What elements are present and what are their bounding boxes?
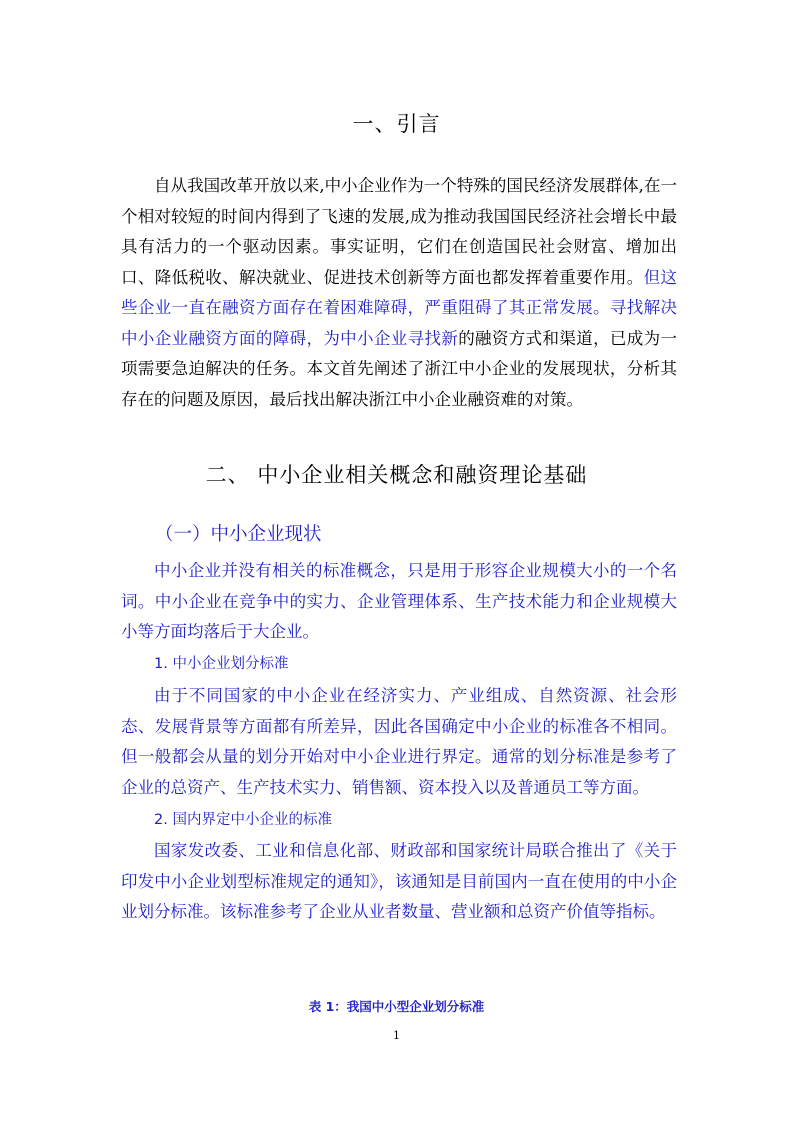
- paragraph-text-blue: 但这些企业一直在融资方面存在着困难障碍，严重阻碍了其正常发展。寻找解决中小企业融资方面的障碍，为中小企业寻找新: [121, 267, 677, 348]
- item-2-heading: 2. 国内界定中小企业的标准: [154, 812, 332, 828]
- item-1-heading: 1. 中小企业划分标准: [154, 656, 289, 672]
- section-1-paragraph: [121, 171, 677, 415]
- table-caption: 表 1：我国中小型企业划分标准: [308, 999, 485, 1014]
- item-1-paragraph: 由于不同国家的中小企业在经济实力、产业组成、自然资源、社会形态、发展背景等方面都有所差异，因此各国确定中小企业的标准各不相同。但一般都会从量的划分开始对中小企业进行界定。通常的划分标准是参考了企业的总资产、生产技术实力、销售额、资本投入以及普通员工等方面。: [121, 686, 677, 797]
- page-number: 1: [393, 1029, 400, 1042]
- subsection-title: （一）中小企业现状: [155, 524, 322, 545]
- section-2-title: 二、 中小企业相关概念和融资理论基础: [205, 463, 588, 487]
- item-2-paragraph: 国家发改委、工业和信息化部、财政部和国家统计局联合推出了《关于印发中小企业划型标准规定的通知》，该通知是目前国内一直在使用的中小企业划分标准。该标准参考了企业从业者数量、营业额和总资产价值等指标。: [121, 841, 677, 921]
- paragraph-text-black: 自从我国改革开放以来,中小企业作为一个特殊的国民经济发展群体,在一个相对较短的时间内得到了飞速的发展,成为推动我国国民经济社会增长中最具有活力的一个驱动因素。事实证明，它们在创造国民社会财富、增加出口、降低税收、解决就业、促进技术创新等方面也都发挥着重要作用。: [121, 176, 677, 287]
- subsection-intro-paragraph: 中小企业并没有相关的标准概念，只是用于形容企业规模大小的一个名词。中小企业在竞争中的实力、企业管理体系、生产技术能力和企业规模大小等方面均落后于大企业。: [121, 561, 677, 641]
- paragraph-text-black-end: 的融资方式和渠道，已成为一项需要急迫解决的任务。本文首先阐述了浙江中小企业的发展现状，分析其存在的问题及原因，最后找出解决浙江中小企业融资难的对策。: [121, 328, 677, 409]
- section-1-title: 一、引言: [352, 112, 441, 136]
